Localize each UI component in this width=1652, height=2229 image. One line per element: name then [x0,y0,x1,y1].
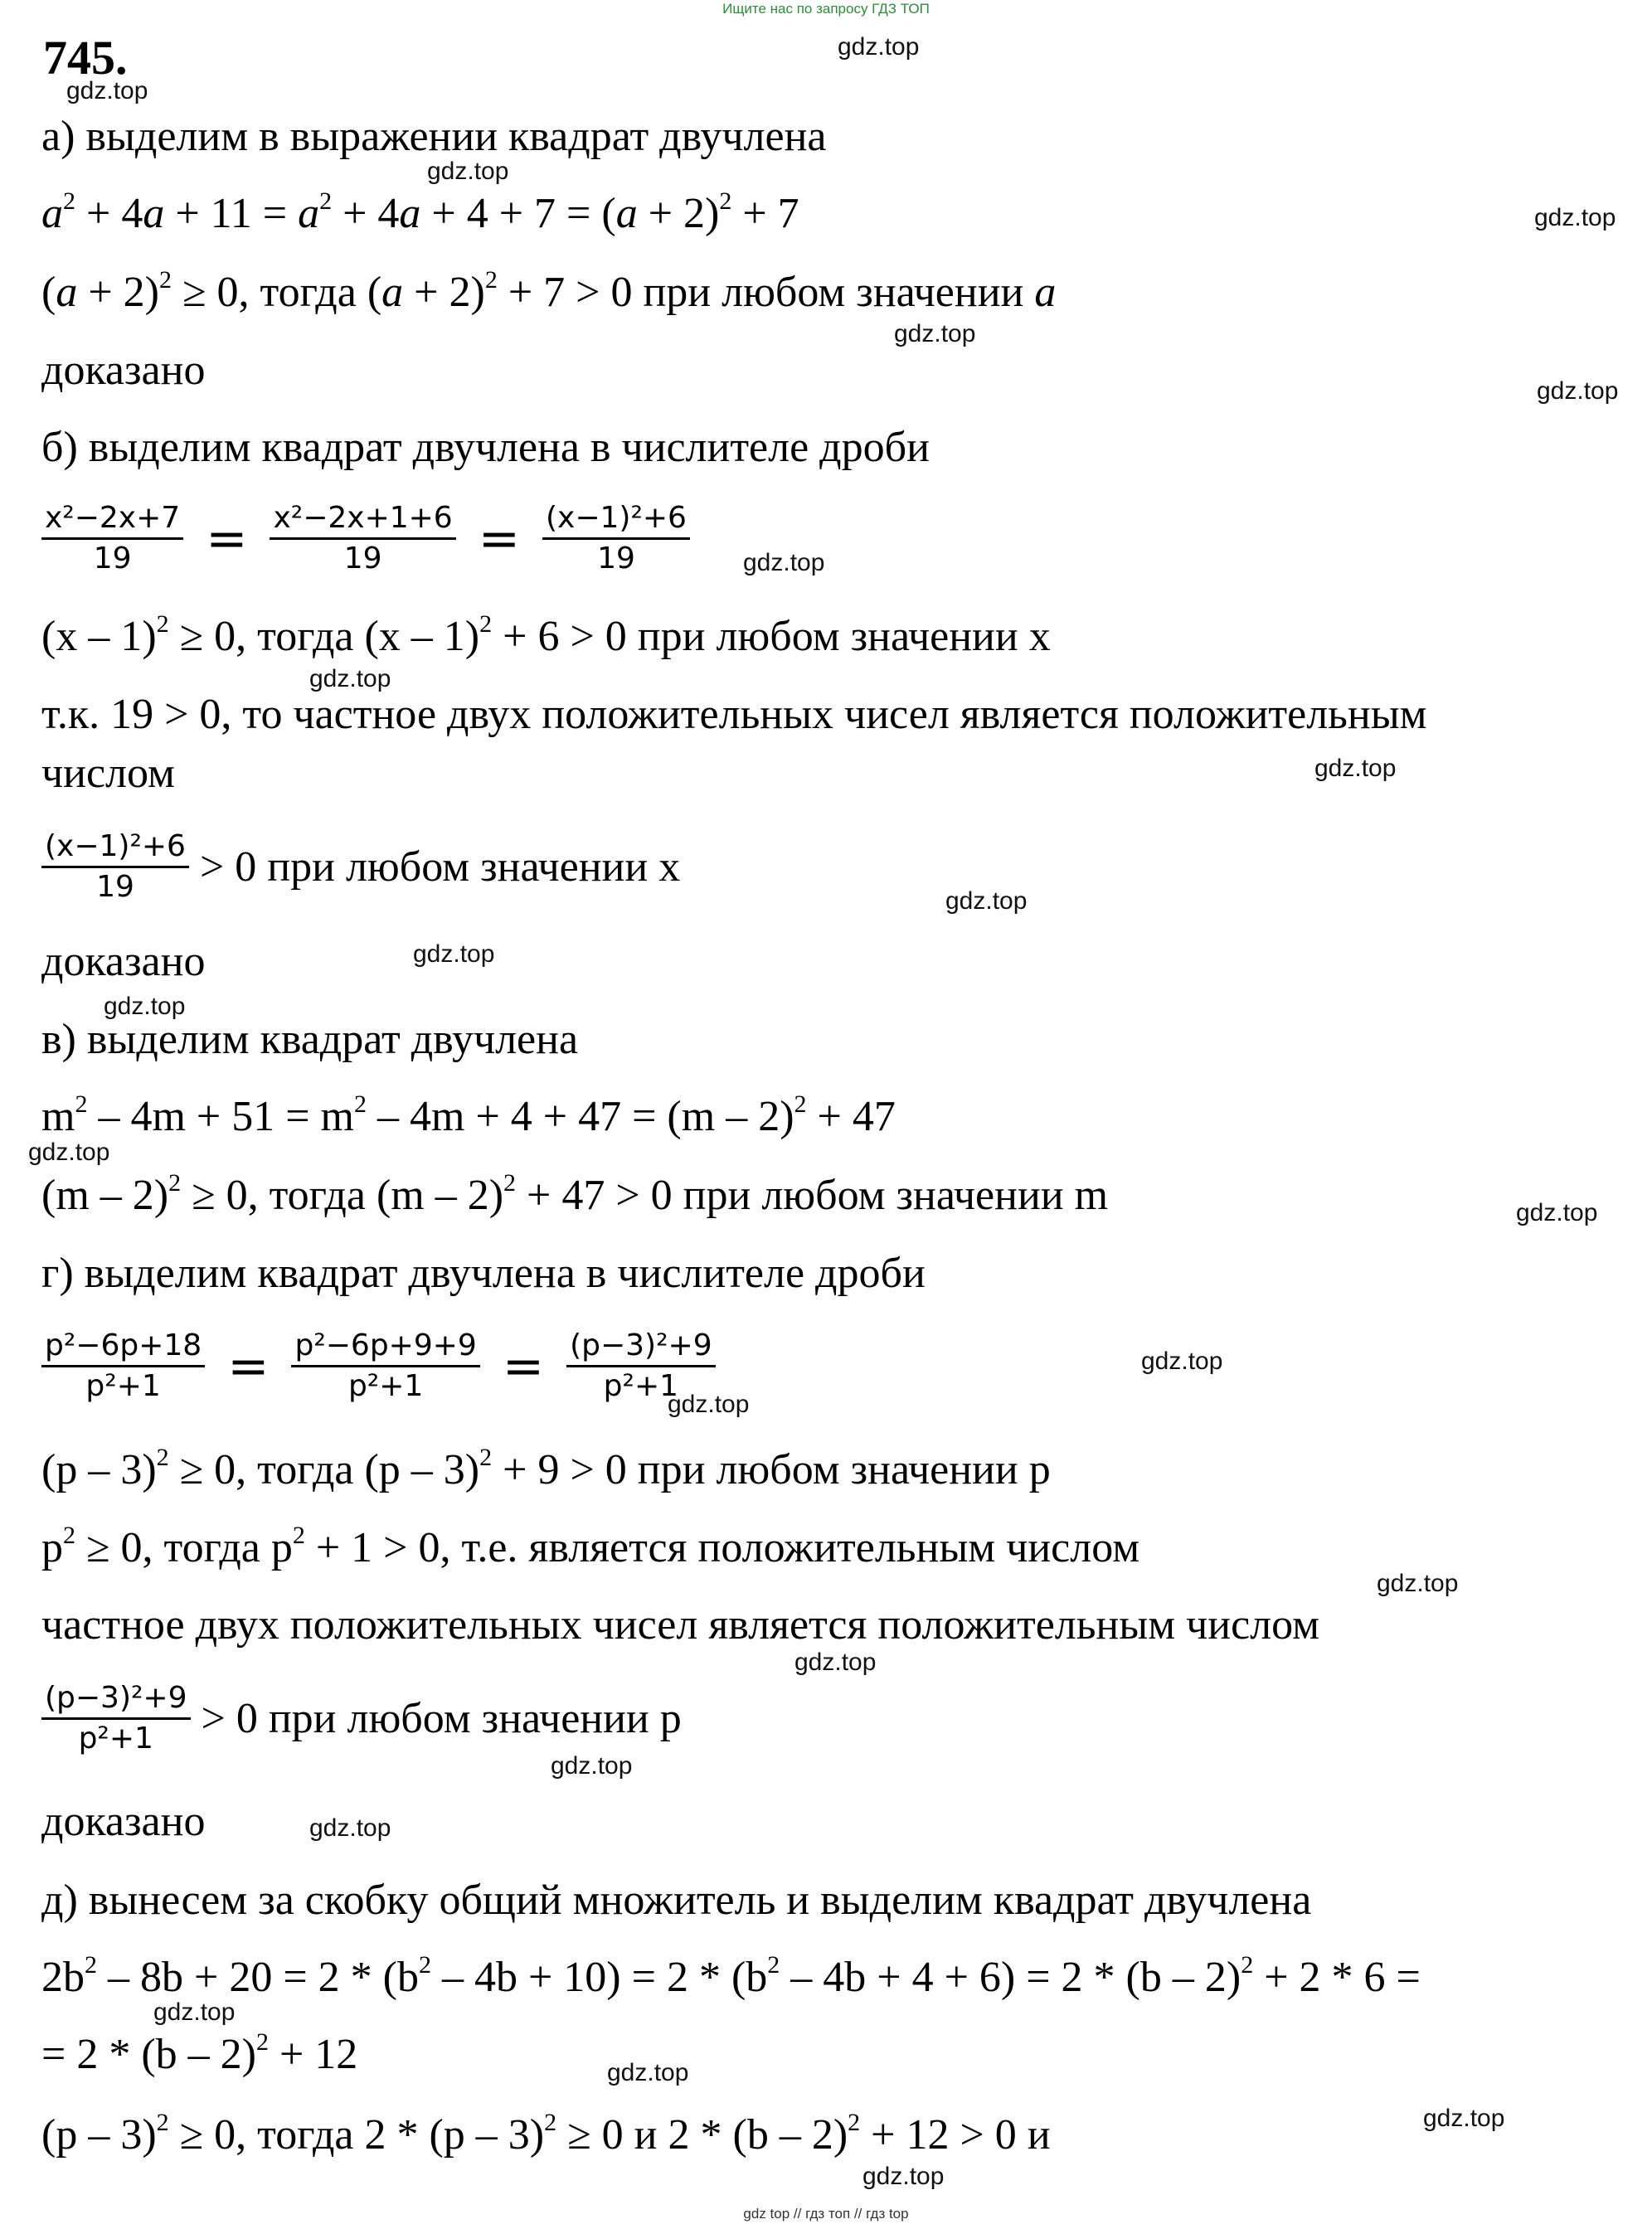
watermark: gdz.top [104,993,186,1020]
bottom-banner: gdz top // гдз топ // гдз top [743,2206,909,2222]
problem-number: 745. [43,31,128,85]
fraction: $\frac{\text{(p−3)²+9}}{\text{p²+1}}$ [41,1679,191,1758]
fraction: $\frac{\text{p²−6p+18}}{\text{p²+1}}$ [41,1327,205,1406]
part-d-fraction-chain: $\frac{\text{p²−6p+18}}{\text{p²+1}}$ = $\frac{\text{p²−6p+9+9}}{\text{p²+1}}$ = $\frac{\text{(p−3)²+9}}{\text{p²+1}}$ [41,1327,716,1406]
fraction: $\frac{\text{p²−6p+9+9}}{\text{p²+1}}$ [291,1327,479,1406]
part-a-inequality: $(a + 2)^2 \ge 0$, тогда $(a + 2)^2 + 7 > 0$ при любом значении a [41,266,1057,316]
top-banner: Ищите нас по запросу ГДЗ ТОП [722,1,930,17]
fraction: $\frac{\text{x²−2x+1+6}}{19}$ [270,499,455,578]
watermark: gdz.top [427,158,509,185]
part-c-inequality: (m – 2)$^2$ ≥ 0, тогда (m – 2)$^2$ + 47 > 0 при любом значении m [41,1169,1109,1219]
watermark: gdz.top [894,320,976,347]
watermark: gdz.top [794,1649,877,1676]
part-b-fraction-chain: $\frac{\text{x²−2x+7}}{19}$ = $\frac{\text{x²−2x+1+6}}{19}$ = $\frac{\text{(x−1)²+6}}{19}$ [41,499,690,578]
part-d-heading: г) выделим квадрат двучлена в числителе дроби [41,1250,926,1297]
fraction: $\frac{\text{(x−1)²+6}}{19}$ [41,828,189,906]
watermark: gdz.top [862,2163,945,2190]
watermark: gdz.top [28,1139,110,1166]
part-d-proved: доказано [41,1798,206,1845]
part-a-equation: $a^2 + 4a + 11 = a^2 + 4a + 4 + 7 = (a + 2)^2 + 7$ [41,187,799,237]
watermark: gdz.top [1141,1348,1223,1375]
watermark: gdz.top [743,549,825,576]
watermark: gdz.top [1534,204,1616,231]
part-d-inequality-2: $p^2 \ge 0$, тогда $p^2 + 1 > 0$, т.е. является положительным числом [41,1522,1140,1571]
part-e-inequality: (p – 3)$^2$ ≥ 0, тогда 2 * (p – 3)$^2$ ≥ 0 и 2 * (b – 2)$^2$ + 12 > 0 и [41,2109,1051,2159]
part-b-inequality: (x – 1)$^2$ ≥ 0, тогда (x – 1)$^2$ + 6 > 0 при любом значении x [41,610,1051,660]
watermark: gdz.top [1516,1199,1598,1226]
watermark: gdz.top [607,2059,689,2086]
part-a-heading: а) выделим в выражении квадрат двучлена [41,113,827,160]
part-b-heading: б) выделим квадрат двучлена в числителе дроби [41,424,930,471]
watermark: gdz.top [945,887,1028,915]
fraction: $\frac{\text{x²−2x+7}}{19}$ [41,499,183,578]
part-b-result: $\frac{\text{(x−1)²+6}}{19}$ > 0 при любом значении x [41,828,680,906]
part-d-result: $\frac{\text{(p−3)²+9}}{\text{p²+1}}$ > 0 при любом значении p [41,1679,682,1758]
watermark: gdz.top [1537,377,1619,405]
part-e-equation-2: = 2 * (b – 2)$^2$ + 12 [41,2028,358,2078]
watermark: gdz.top [413,940,495,968]
watermark: gdz.top [551,1752,633,1780]
watermark: gdz.top [668,1391,750,1418]
part-c-equation: $m^2 - 4m + 51 = m^2 - 4m + 4 + 47 = (m - 2)^2 + 47$ [41,1090,896,1140]
part-c-heading: в) выделим квадрат двучлена [41,1016,579,1063]
watermark: gdz.top [1423,2105,1505,2132]
watermark: gdz.top [309,1814,391,1842]
fraction: $\frac{\text{(p−3)²+9}}{\text{p²+1}}$ [566,1327,716,1406]
part-b-proved: доказано [41,938,206,985]
part-d-quotient: частное двух положительных чисел является положительным числом [41,1601,1320,1649]
part-e-heading: д) вынесем за скобку общий множитель и выделим квадрат двучлена [41,1877,1312,1924]
watermark: gdz.top [309,665,391,692]
watermark: gdz.top [153,1998,236,2026]
watermark: gdz.top [838,33,920,61]
part-e-equation-1: $2b^2 - 8b + 20 = 2 * (b^2 - 4b + 10) = 2 * (b^2 - 4b + 4 + 6) = 2 * (b - 2)^2 + 2 * 6$ = [41,1951,1421,2001]
watermark: gdz.top [66,77,148,104]
part-d-inequality-1: (p – 3)$^2$ ≥ 0, тогда (p – 3)$^2$ + 9 > 0 при любом значении p [41,1444,1051,1493]
part-b-since-line1: т.к. 19 > 0, то частное двух положительных чисел является положительным [41,691,1427,738]
fraction: $\frac{\text{(x−1)²+6}}{19}$ [542,499,690,578]
watermark: gdz.top [1314,755,1397,782]
part-b-since-line2: числом [41,750,175,797]
watermark: gdz.top [1377,1570,1459,1597]
part-a-proved: доказано [41,347,206,394]
